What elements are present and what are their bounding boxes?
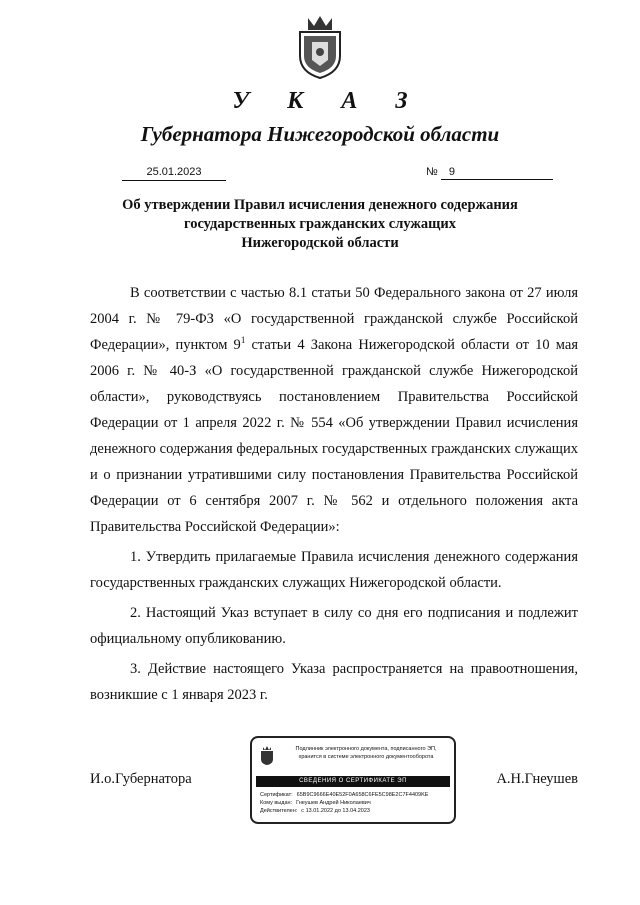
preamble-text-cont: статьи 4 Закона Нижегородской области от 10 мая 2006 г. № 40-З «О государственной гражданской службе Нижегородской области», руководствуясь постановлением Правительства Российской Федерации от 1 апреля 2022 г. № 554 «Об утверждении Правил исчисления денежного содержания федеральных государственных гражданских служащих и о признании утратившими силу постановления Правительства Российской Федерации от 6 сентября 2007 г. № 562 и отдельного положения акта Правительства Российской Федерации»: bbox=[90, 337, 578, 535]
clause-3: 3. Действие настоящего Указа распространяется на правоотношения, возникшие с 1 января 2023 г. bbox=[90, 661, 578, 703]
stamp-notice bbox=[280, 745, 452, 761]
cert-row bbox=[260, 791, 452, 799]
stamp-details bbox=[260, 791, 452, 815]
issued-value: Гнеушев Андрей Николаевич bbox=[296, 800, 371, 806]
preamble-text: В соответствии с частью 8.1 статьи 50 Федерального закона от 27 июля 2004 г. № 79-ФЗ «О государственной гражданской службе Российской Федерации», пунктом 9 bbox=[90, 285, 578, 353]
clause-2: 2. Настоящий Указ вступает в силу со дня его подписания и подлежит официальному опубликованию. bbox=[90, 605, 578, 647]
document-number-block bbox=[426, 166, 553, 180]
title-line: Об утверждении Правил исчисления денежного содержания bbox=[122, 197, 518, 213]
coat-of-arms-icon bbox=[294, 12, 346, 80]
document-number: 9 bbox=[441, 166, 553, 180]
stamp-header: СВЕДЕНИЯ О СЕРТИФИКАТЕ ЭП bbox=[256, 776, 450, 787]
preamble-paragraph bbox=[90, 280, 578, 540]
title-line: государственных гражданских служащих bbox=[183, 216, 457, 232]
region-emblem-icon bbox=[260, 746, 274, 766]
number-label: № bbox=[426, 166, 438, 178]
e-signature-stamp bbox=[250, 736, 456, 824]
cert-label: Сертификат: bbox=[260, 792, 293, 798]
cert-value: 65B9C9666E40E52F0A658C6FE5C98E2C7F4409KE bbox=[296, 792, 429, 798]
document-date: 25.01.2023 bbox=[122, 166, 226, 181]
stamp-notice-line: Подлинник электронного документа, подписанного ЭП, bbox=[295, 746, 437, 752]
issued-row bbox=[260, 799, 452, 807]
clause-1: 1. Утвердить прилагаемые Правила исчисления денежного содержания государственных гражданских служащих Нижегородской области. bbox=[90, 549, 578, 591]
document-body bbox=[90, 280, 578, 708]
valid-row bbox=[260, 807, 452, 815]
valid-value: с 13.01.2022 до 13.04.2023 bbox=[301, 808, 370, 814]
document-type: У К А З bbox=[232, 88, 424, 114]
document-title bbox=[70, 196, 570, 253]
superscript: 1 bbox=[240, 335, 246, 346]
stamp-notice-line: хранится в системе электронного документооборота bbox=[298, 754, 434, 760]
signer-name: А.Н.Гнеушев bbox=[496, 771, 578, 787]
issuing-authority: Губернатора Нижегородской области bbox=[140, 122, 500, 146]
issued-label: Кому выдан: bbox=[260, 800, 293, 806]
valid-label: Действителен: bbox=[260, 808, 298, 814]
signer-position: И.о.Губернатора bbox=[90, 771, 192, 787]
title-line: Нижегородской области bbox=[241, 235, 399, 251]
